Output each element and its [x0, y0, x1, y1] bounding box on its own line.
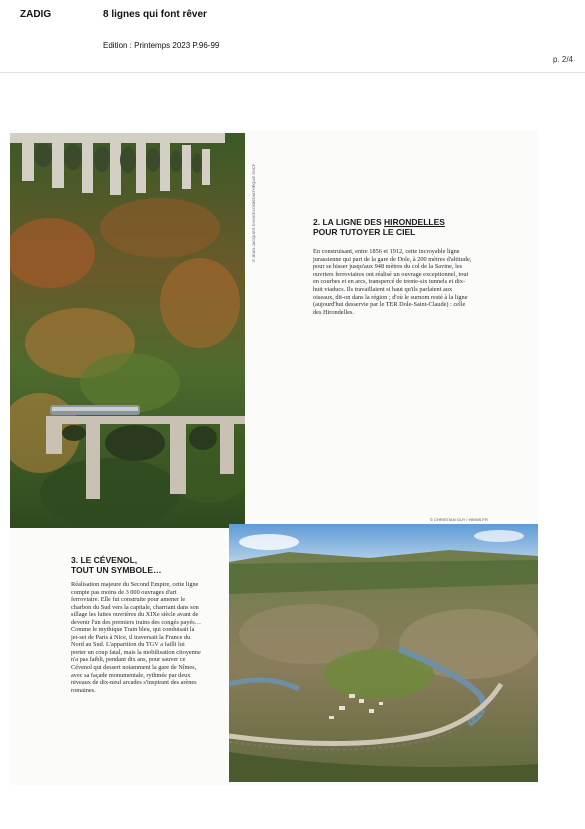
section-2-title	[313, 217, 513, 237]
section-2-highlight: HIRONDELLES	[384, 217, 445, 227]
cevenol-valley-photo	[229, 524, 538, 782]
viaduct-forest-photo	[10, 133, 245, 528]
section-2-title-rest: POUR TUTOYER LE CIEL	[313, 227, 416, 237]
section-3-title-line2: TOUT UN SYMBOLE…	[71, 565, 162, 575]
section-3-title	[71, 555, 221, 575]
section-3-title-line1: 3. LE CÉVENOL,	[71, 555, 138, 565]
header-divider	[0, 72, 585, 73]
publication-name: ZADIG	[20, 9, 52, 20]
photo-credit-bottom: © CHRISTIAN GUY / HEMIS.FR	[430, 517, 488, 522]
section-2-number: 2. LA LIGNE DES	[313, 217, 385, 227]
page-number: p. 2/4	[552, 55, 573, 64]
article-title: 8 lignes qui font rêver	[103, 9, 207, 20]
photo-credit-top: © JEAN-JACQUES D'ANGELO/MEDIATHÈQUE SNCF	[251, 163, 256, 262]
edition-info: Edition : Printemps 2023 P.96-99	[103, 41, 220, 50]
section-2-body: En construisant, entre 1856 et 1912, cette incroyable ligne jurassienne qui part de la gare de Dole, à 200 mètres d'altitude, pour se hisser jusqu'aux 948 mètres du col de la Savine, les ouvriers ferroviaires ont réalisé un ouvrage exceptionnel, tout en courbes et en arcs, transpercé de trente-six tunnels et dix-huit viaducs. Ils travaillaient si haut qu'ils parlaient aux oiseaux, dit-on dans la région ; d'où le surnom resté à la ligne (aujourd'hui desservie par le TER Dole-Saint-Claude) : celle des Hirondelles.	[313, 248, 472, 316]
section-3-body: Réalisation majeure du Second Empire, cette ligne compte pas moins de 3 000 ouvrages d'art ferroviaire. Elle fut construite pour amener le charbon du Sud vers la capitale, charriant dans son sillage les luttes ouvrières du XIXe siècle avant de devenir l'un des premiers trains des congés payés… Comme le mythique Train bleu, qui conduisait la jet-set de Paris à Nice, il traversait la France du Nord au Sud. L'apparition du TGV a failli lui porter un coup fatal, mais la mobilisation citoyenne n'a pas faibli, pendant dix ans, pour sauver ce Cévenol qui dessert notamment la gare de Nîmes, avec sa façade monumentale, rythmée par deux niveaux de dix-neuf arcades s'inspirant des arènes romaines.	[71, 581, 202, 694]
